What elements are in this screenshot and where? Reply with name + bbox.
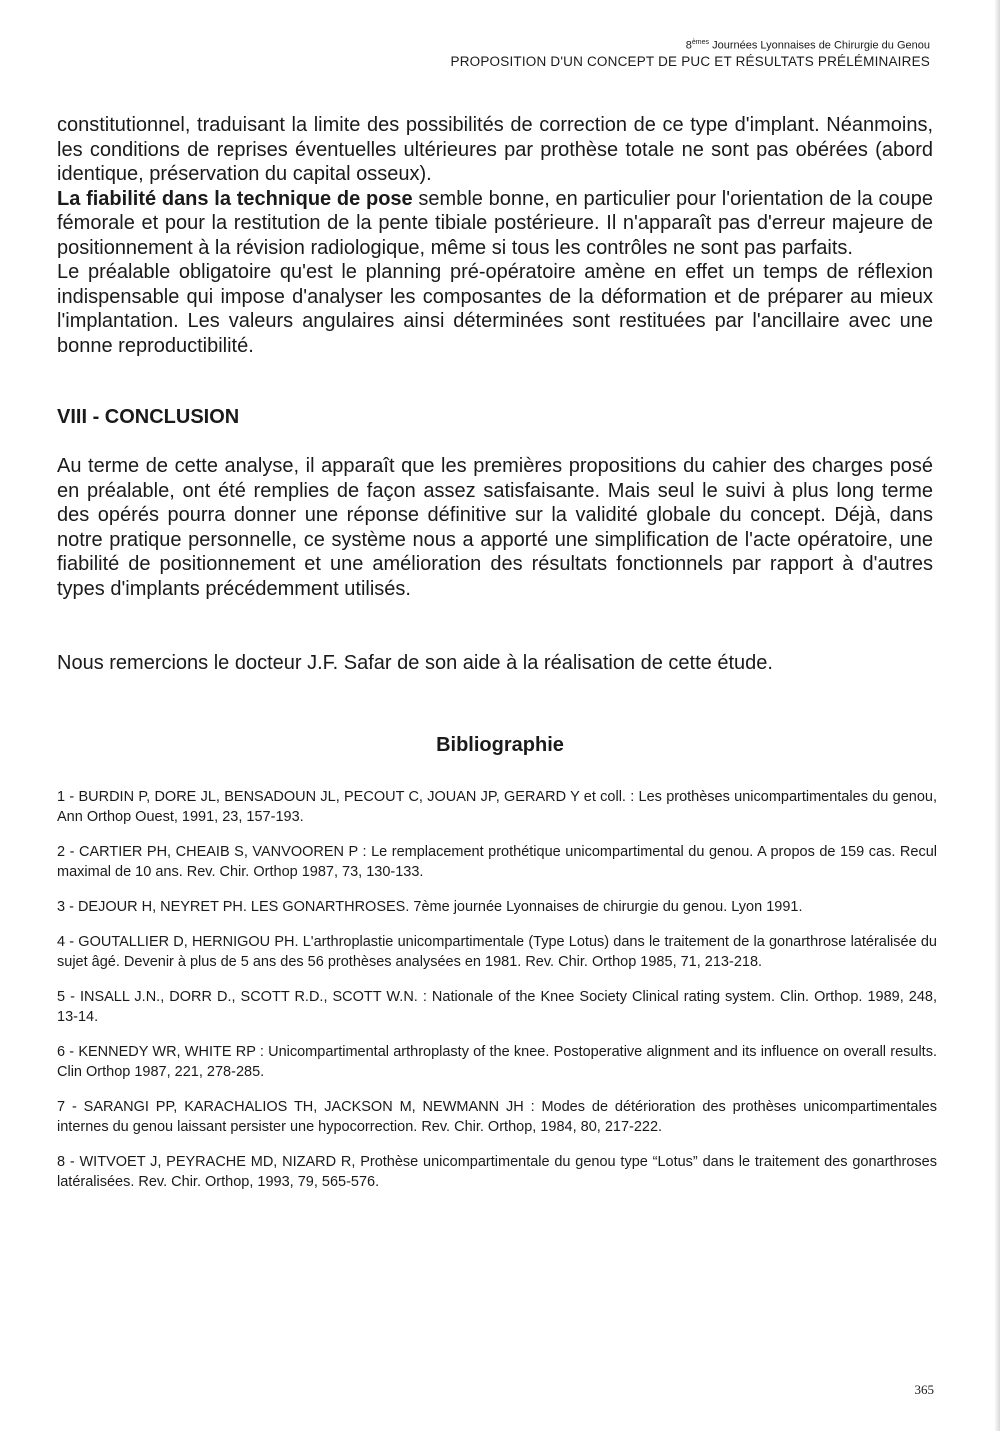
bibliography-item-3: 3 - DEJOUR H, NEYRET PH. LES GONARTHROSES. 7ème journée Lyonnaises de chirurgie du genou. Lyon 1991. [57, 899, 803, 915]
acknowledgement: Nous remercions le docteur J.F. Safar de son aide à la réalisation de cette étude. [57, 652, 773, 674]
conclusion-heading: VIII - CONCLUSION [57, 406, 240, 428]
bibliography-item-7: 7 - SARANGI PP, KARACHALIOS TH, JACKSON M, NEWMANN JH : Modes de détérioration des prothèses unicompartimentales internes du genou laissant persister une hypocorrection. Rev. Chir. Orthop, 1984, 80, 217-222. [57, 1099, 937, 1135]
bibliography-heading: Bibliographie [436, 734, 564, 756]
bibliography-item-4: 4 - GOUTALLIER D, HERNIGOU PH. L'arthroplastie unicompartimentale (Type Lotus) dans le traitement de la gonarthrose latéralisée du sujet âgé. Devenir à plus de 5 ans des 56 prothèses analysées en 1981. Rev. Chir. Orthop 1985, 71, 213-218. [57, 934, 937, 970]
page-number: 365 [914, 1382, 934, 1397]
running-header [450, 36, 930, 70]
bibliography-list [57, 787, 937, 1207]
bibliography-item-6: 6 - KENNEDY WR, WHITE RP : Unicompartimental arthroplasty of the knee. Postoperative alignment and its influence on overall results. Clin Orthop 1987, 221, 278-285. [57, 1044, 937, 1080]
conference-ordinal-suffix: èmes [691, 39, 710, 46]
body-paragraph-3: Le préalable obligatoire qu'est le planning pré-opératoire amène en effet un temps de réflexion indispensable qui impose d'analyser les composantes de la déformation et de préparer au mieux l'implantation. Les valeurs angulaires ainsi déterminées sont restituées par l'ancillaire avec une bonne reproductibilité. [57, 261, 933, 357]
body-section [57, 113, 933, 358]
conclusion-paragraph: Au terme de cette analyse, il apparaît que les premières propositions du cahier des charges posé en préalable, ont été remplies de façon assez satisfaisante. Mais seul le suivi à plus long terme des opérés pourra donner une réponse définitive sur la validité globale du concept. Déjà, dans notre pratique personnelle, ce système nous a apporté une simplification de l'acte opératoire, une fiabilité de positionnement et une amélioration des résultats fonctionnels par rapport à d'autres types d'implants précédemment utilisés. [57, 455, 933, 600]
article-title: PROPOSITION D'UN CONCEPT DE PUC ET RÉSULTATS PRÉLÉMINAIRES [450, 53, 930, 69]
body-paragraph-2 [57, 187, 933, 261]
body-paragraph-2-bold-lead: La fiabilité dans la technique de pose [57, 187, 413, 210]
body-paragraph-1: constitutionnel, traduisant la limite des possibilités de correction de ce type d'implant. Néanmoins, les conditions de reprises éventuelles ultérieures par prothèse totale ne sont pas obérées (abord identique, préservation du capital osseux). [57, 114, 933, 185]
conference-name [450, 36, 930, 53]
page-edge-shadow [994, 0, 1000, 1431]
bibliography-item-8: 8 - WITVOET J, PEYRACHE MD, NIZARD R, Prothèse unicompartimentale du genou type “Lotus” dans le traitement des gonarthroses latéralisées. Rev. Chir. Orthop, 1993, 79, 565-576. [57, 1154, 937, 1190]
conference-ordinal: 8 [685, 39, 692, 52]
conference-name-text: Journées Lyonnaises de Chirurgie du Genou [709, 39, 930, 52]
body-paragraph-2-text: semble bonne, en particulier pour l'orientation de la coupe fémorale et pour la restitution de la pente tibiale postérieure. Il n'apparaît pas d'erreur majeure de positionnement à la révision radiologique, même si tous les contrôles ne sont pas parfaits. [57, 187, 933, 259]
bibliography-item-5: 5 - INSALL J.N., DORR D., SCOTT R.D., SCOTT W.N. : Nationale of the Knee Society Clinical rating system. Clin. Orthop. 1989, 248, 13-14. [57, 989, 937, 1025]
conclusion-section [57, 454, 933, 601]
bibliography-item-1: 1 - BURDIN P, DORE JL, BENSADOUN JL, PECOUT C, JOUAN JP, GERARD Y et coll. : Les prothèses unicompartimentales du genou, Ann Orthop Ouest, 1991, 23, 157-193. [57, 789, 937, 825]
bibliography-item-2: 2 - CARTIER PH, CHEAIB S, VANVOOREN P : Le remplacement prothétique unicompartimental du genou. A propos de 159 cas. Recul maximal de 10 ans. Rev. Chir. Orthop 1987, 73, 130-133. [57, 844, 937, 880]
